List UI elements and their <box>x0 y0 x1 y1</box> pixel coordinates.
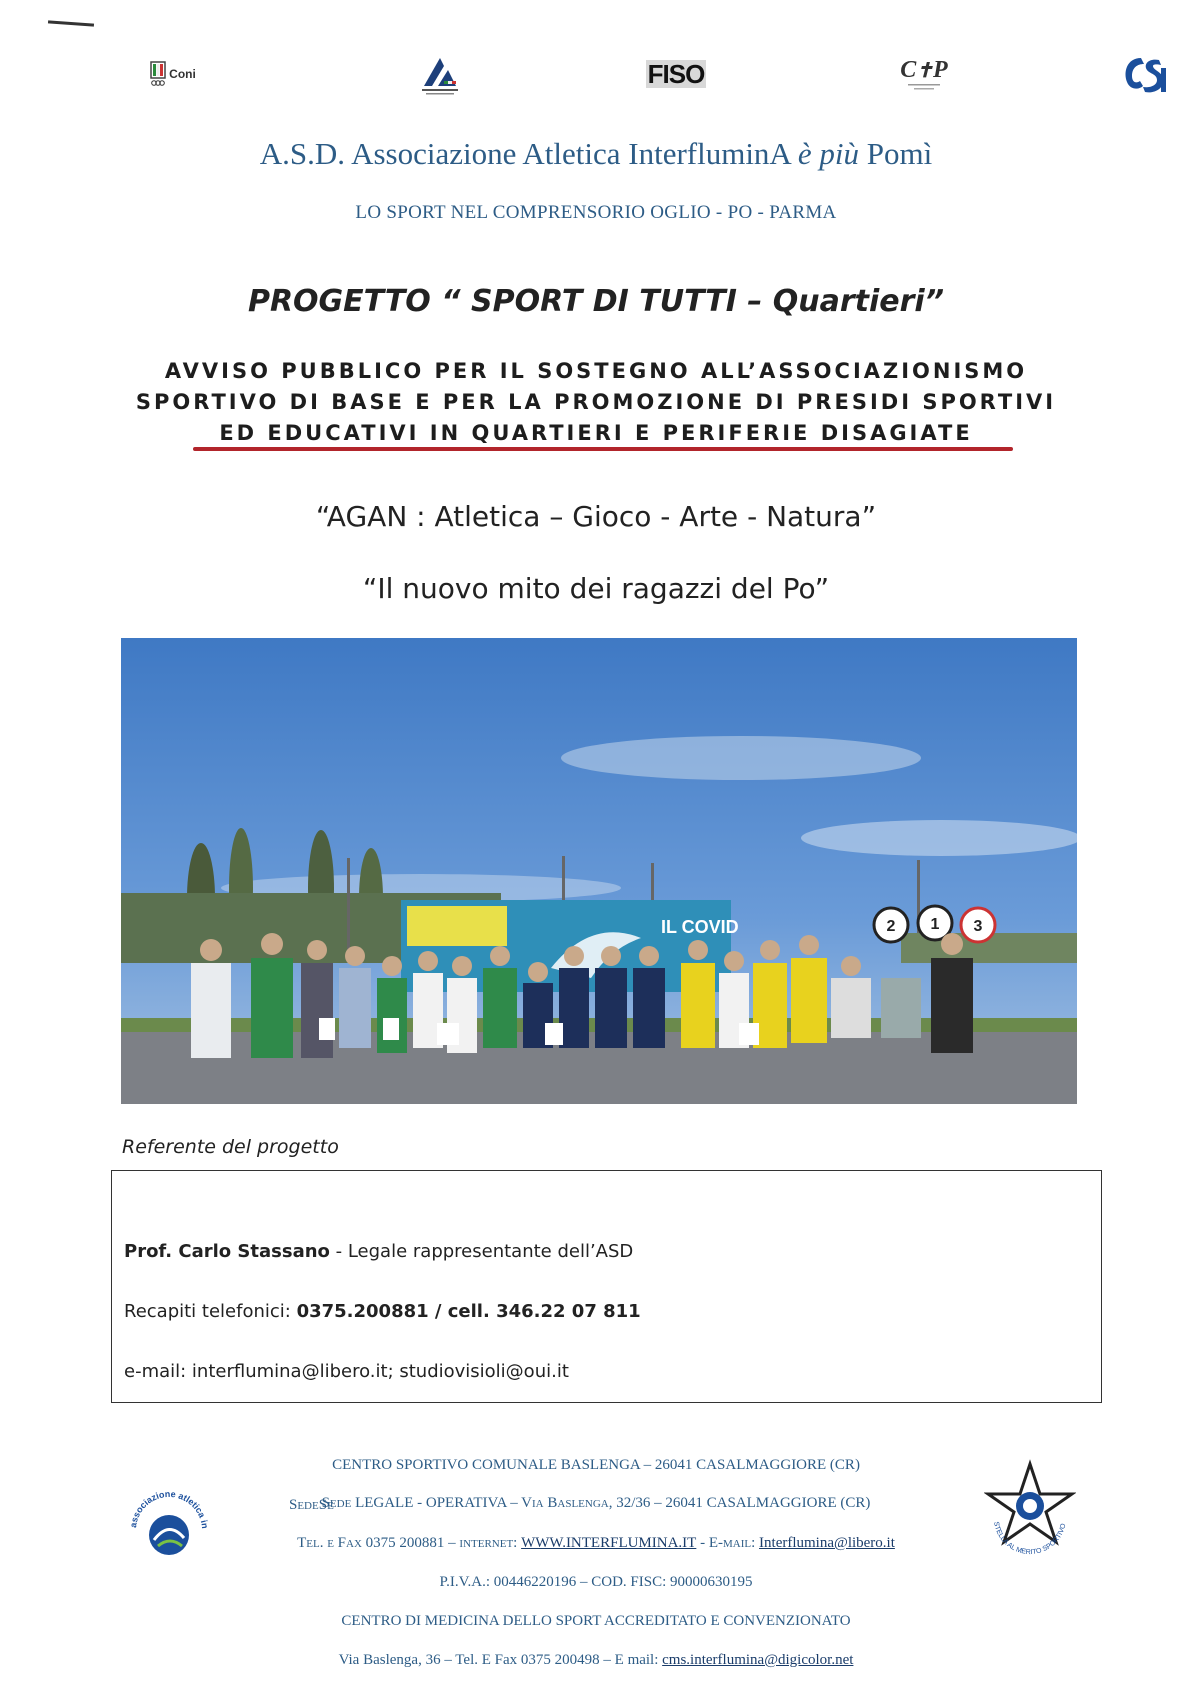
cip-logo-mark: C✝P <box>900 56 948 83</box>
project-title: PROGETTO “ SPORT DI TUTTI – Quartieri” <box>247 284 945 319</box>
podium-1: 1 <box>930 916 940 933</box>
public-notice-line: AVVISO PUBBLICO PER IL SOSTEGNO ALL’ASSOCIAZIONISMO <box>164 359 1028 383</box>
association-subheader: LO SPORT NEL COMPRENSORIO OGLIO - PO - PARMA <box>355 202 837 223</box>
fidal-logo-icon <box>418 52 462 96</box>
association-name <box>0 136 1192 172</box>
cip-logo-subtext <box>904 83 944 91</box>
footer-sedese: SedeSe <box>289 1497 334 1513</box>
referent-phones: 0375.200881 / cell. 346.22 07 811 <box>296 1301 641 1322</box>
csi-logo-icon <box>1119 52 1167 96</box>
referent-phones-line <box>124 1301 641 1322</box>
stella-merito-text: STELLA AL MERITO SPORTIVO <box>992 1521 1068 1557</box>
footer-contacts <box>0 1535 1192 1552</box>
referent-box <box>111 1170 1102 1403</box>
csi-logo <box>1112 50 1174 98</box>
interflumina-logo-icon <box>124 1480 214 1570</box>
fiso-logo-text: FISO <box>647 59 705 89</box>
footer-sports-center: CENTRO SPORTIVO COMUNALE BASLENGA – 26041 CASALMAGGIORE (CR) <box>332 1457 860 1473</box>
association-name-prefix: A.S.D. Associazione Atletica InterfluminA <box>259 136 798 171</box>
public-notice-line: SPORTIVO DI BASE E PER LA PROMOZIONE DI PRESIDI SPORTIVI <box>135 390 1057 414</box>
interflumina-logo-text: associazione atletica in <box>128 1488 211 1530</box>
association-name-suffix: Pomì <box>859 136 933 171</box>
footer-email-link[interactable]: Interflumina@libero.it <box>759 1535 895 1551</box>
footer-tax-ids: P.I.V.A.: 00446220196 – COD. FISC: 90000630195 <box>439 1574 753 1590</box>
podium-3: 3 <box>973 918 983 935</box>
referent-role: - Legale rappresentante dell’ASD <box>329 1241 634 1262</box>
footer-legal-address-text: Sede LEGALE - OPERATIVA – Via Baslenga, 32/36 – 26041 CASALMAGGIORE (CR) <box>321 1495 871 1511</box>
scan-mark <box>48 20 94 26</box>
footer-contacts-prefix: Tel. e Fax 0375 200881 – internet: <box>297 1535 522 1551</box>
public-notice <box>110 356 1082 449</box>
group-photo <box>121 638 1077 1104</box>
footer-legal-address <box>0 1495 1192 1512</box>
coni-logo-text: Coni <box>169 67 196 81</box>
photo-banner-text: IL COVID <box>661 917 739 937</box>
project-subtitle-agan: “AGAN : Atletica – Gioco - Arte - Natura” <box>315 500 877 533</box>
interflumina-logo <box>124 1480 214 1570</box>
coni-shield-icon <box>150 61 166 87</box>
footer-medicine-center: CENTRO DI MEDICINA DELLO SPORT ACCREDITATO E CONVENZIONATO <box>341 1613 851 1629</box>
footer-contacts-mid: - E-mail: <box>696 1535 760 1551</box>
footer-medicine-email-link[interactable]: cms.interflumina@digicolor.net <box>662 1652 854 1668</box>
association-name-italic: è più <box>797 136 859 171</box>
red-divider <box>193 447 1013 451</box>
referent-name: Prof. Carlo Stassano <box>124 1241 330 1262</box>
cip-logo <box>894 50 954 98</box>
referent-name-line <box>124 1241 633 1262</box>
group-photo-image <box>121 638 1077 1104</box>
referent-label: Referente del progetto <box>122 1136 339 1158</box>
project-subtitle-myth: “Il nuovo mito dei ragazzi del Po” <box>362 572 830 605</box>
podium-2: 2 <box>886 918 896 935</box>
fiso-logo <box>638 50 714 98</box>
footer-medicine-contacts-prefix: Via Baslenga, 36 – Tel. E Fax 0375 200498 – E mail: <box>338 1652 663 1668</box>
public-notice-line: ED EDUCATIVI IN QUARTIERI E PERIFERIE DISAGIATE <box>219 421 973 445</box>
coni-logo <box>138 50 208 98</box>
referent-email: e-mail: interflumina@libero.it; studiovisioli@oui.it <box>124 1361 569 1382</box>
referent-phones-label: Recapiti telefonici: <box>124 1301 297 1322</box>
footer-medicine-contacts <box>0 1652 1192 1669</box>
fidal-logo <box>410 50 470 98</box>
footer-website-link[interactable]: WWW.INTERFLUMINA.IT <box>521 1535 697 1551</box>
